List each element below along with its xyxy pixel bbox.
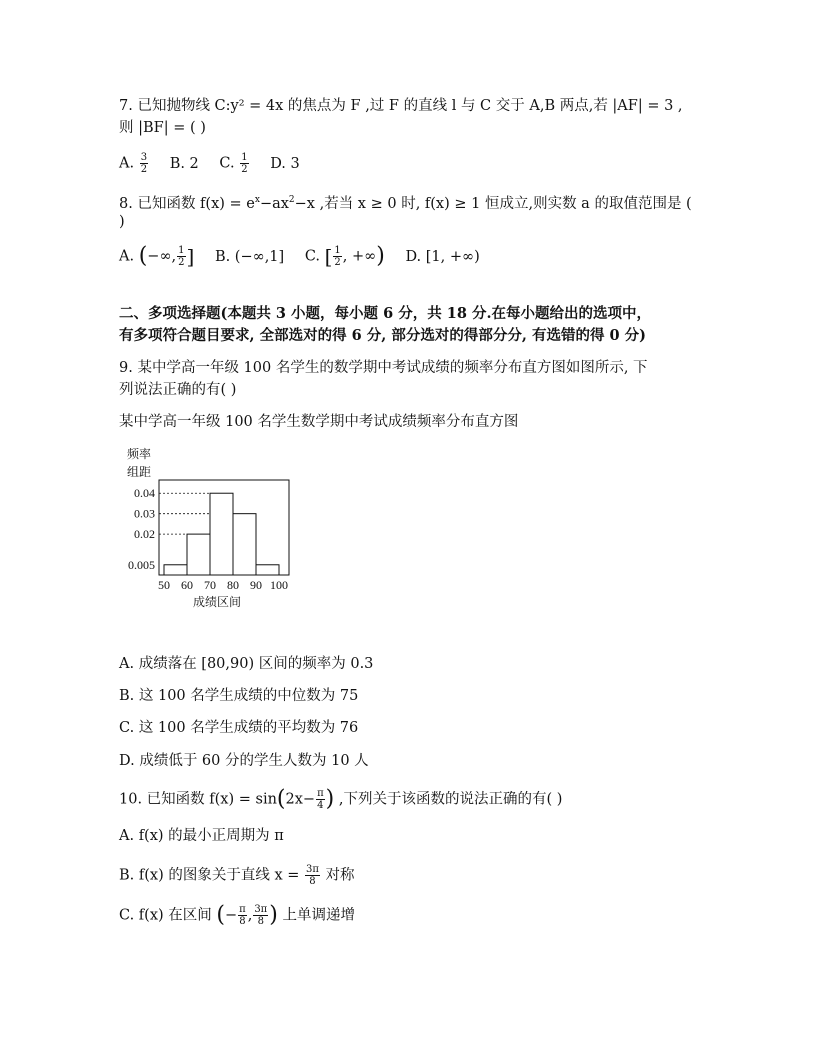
q8-option-b: B. (−∞,1] bbox=[214, 248, 285, 265]
q10-option-b: B. f(x) 的图象关于直线 x = $\frac{3\pi}{8}$ 对称 bbox=[119, 864, 355, 887]
q9-chart-caption: 某中学高一年级 100 名学生数学期中考试成绩频率分布直方图 bbox=[119, 414, 519, 430]
q9-option-c: C. 这 100 名学生成绩的平均数为 76 bbox=[119, 720, 359, 736]
q8-stem-line1: 8. 已知函数 $f(x) = e^x-ax^2-x$ ,若当 x ≥ 0 时, f(x) ≥ 1 恒成立,则实数 a 的取值范围是 ( bbox=[119, 195, 692, 212]
y-axis-label-denominator: 组距 bbox=[127, 465, 152, 479]
q7-option-a: A. $\frac{3}{2}$ bbox=[119, 152, 148, 175]
y-tick-label: 0.04 bbox=[134, 486, 155, 501]
q8-options bbox=[119, 245, 496, 268]
q10-option-a: A. f(x) 的最小正周期为 π bbox=[119, 828, 284, 844]
q7-option-d: D. 3 bbox=[270, 155, 300, 172]
histogram-bar bbox=[210, 493, 233, 575]
q9-option-d: D. 成绩低于 60 分的学生人数为 10 人 bbox=[119, 753, 369, 769]
q9-option-a: A. 成绩落在 [80,90) 区间的频率为 0.3 bbox=[119, 656, 374, 672]
q7-options bbox=[119, 152, 316, 175]
q9-stem-line2: 列说法正确的有( ) bbox=[119, 382, 237, 398]
q7-stem-line2: 则 |BF| = ( ) bbox=[119, 120, 206, 136]
histogram-bar bbox=[187, 534, 210, 575]
q8-stem-line2: ) bbox=[119, 214, 125, 230]
histogram-chart bbox=[119, 442, 309, 612]
x-tick-label: 50 bbox=[158, 578, 170, 592]
x-axis-label: 成绩区间 bbox=[192, 595, 242, 609]
histogram-bar bbox=[256, 565, 279, 575]
y-tick-label: 0.005 bbox=[128, 557, 155, 572]
q7-stem-line1: 7. 已知抛物线 C:y² = 4x 的焦点为 F ,过 F 的直线 l 与 C 交于 A,B 两点,若 |AF| = 3 , bbox=[119, 98, 683, 114]
q10-option-c: C. f(x) 在区间 (− $\frac{\pi}{8}$ , $\frac{3\pi}{8}$ ) 上单调递增 bbox=[119, 902, 355, 928]
x-tick-label: 100 bbox=[270, 578, 288, 592]
y-tick-label: 0.03 bbox=[134, 506, 155, 521]
q9-option-b: B. 这 100 名学生成绩的中位数为 75 bbox=[119, 688, 359, 704]
q8-option-c: C. [ $\frac{1}{2}$ , +∞) bbox=[304, 243, 385, 269]
histogram-bar bbox=[233, 514, 256, 575]
q7-option-b: B. 2 bbox=[169, 155, 199, 172]
q8-option-d: D. [1, +∞) bbox=[405, 248, 480, 265]
q7-option-c: C. $\frac{1}{2}$ bbox=[219, 152, 248, 175]
x-tick-label: 80 bbox=[227, 578, 239, 592]
x-tick-label: 60 bbox=[181, 578, 193, 592]
histogram-bar bbox=[164, 565, 187, 575]
x-tick-label: 70 bbox=[204, 578, 216, 592]
section2-heading-line1: 二、多项选择题(本题共 3 小题，每小题 6 分，共 18 分.在每小题给出的选项中， bbox=[119, 305, 652, 322]
x-tick-label: 90 bbox=[250, 578, 262, 592]
section2-heading-line2: 有多项符合题目要求, 全部选对的得 6 分, 部分选对的得部分分, 有选错的得 0 分) bbox=[119, 327, 647, 344]
y-tick-label: 0.02 bbox=[134, 527, 155, 542]
q10-stem: 10. 已知函数 f(x) = sin(2x− $\frac{\pi}{4}$ ) ,下列关于该函数的说法正确的有( ) bbox=[119, 786, 563, 812]
q8-option-a: A. (−∞, $\frac{1}{2}$ ] bbox=[119, 243, 195, 269]
y-axis-label-numerator: 频率 bbox=[127, 447, 152, 461]
q9-stem-line1: 9. 某中学高一年级 100 名学生的数学期中考试成绩的频率分布直方图如图所示, 下 bbox=[119, 360, 648, 376]
